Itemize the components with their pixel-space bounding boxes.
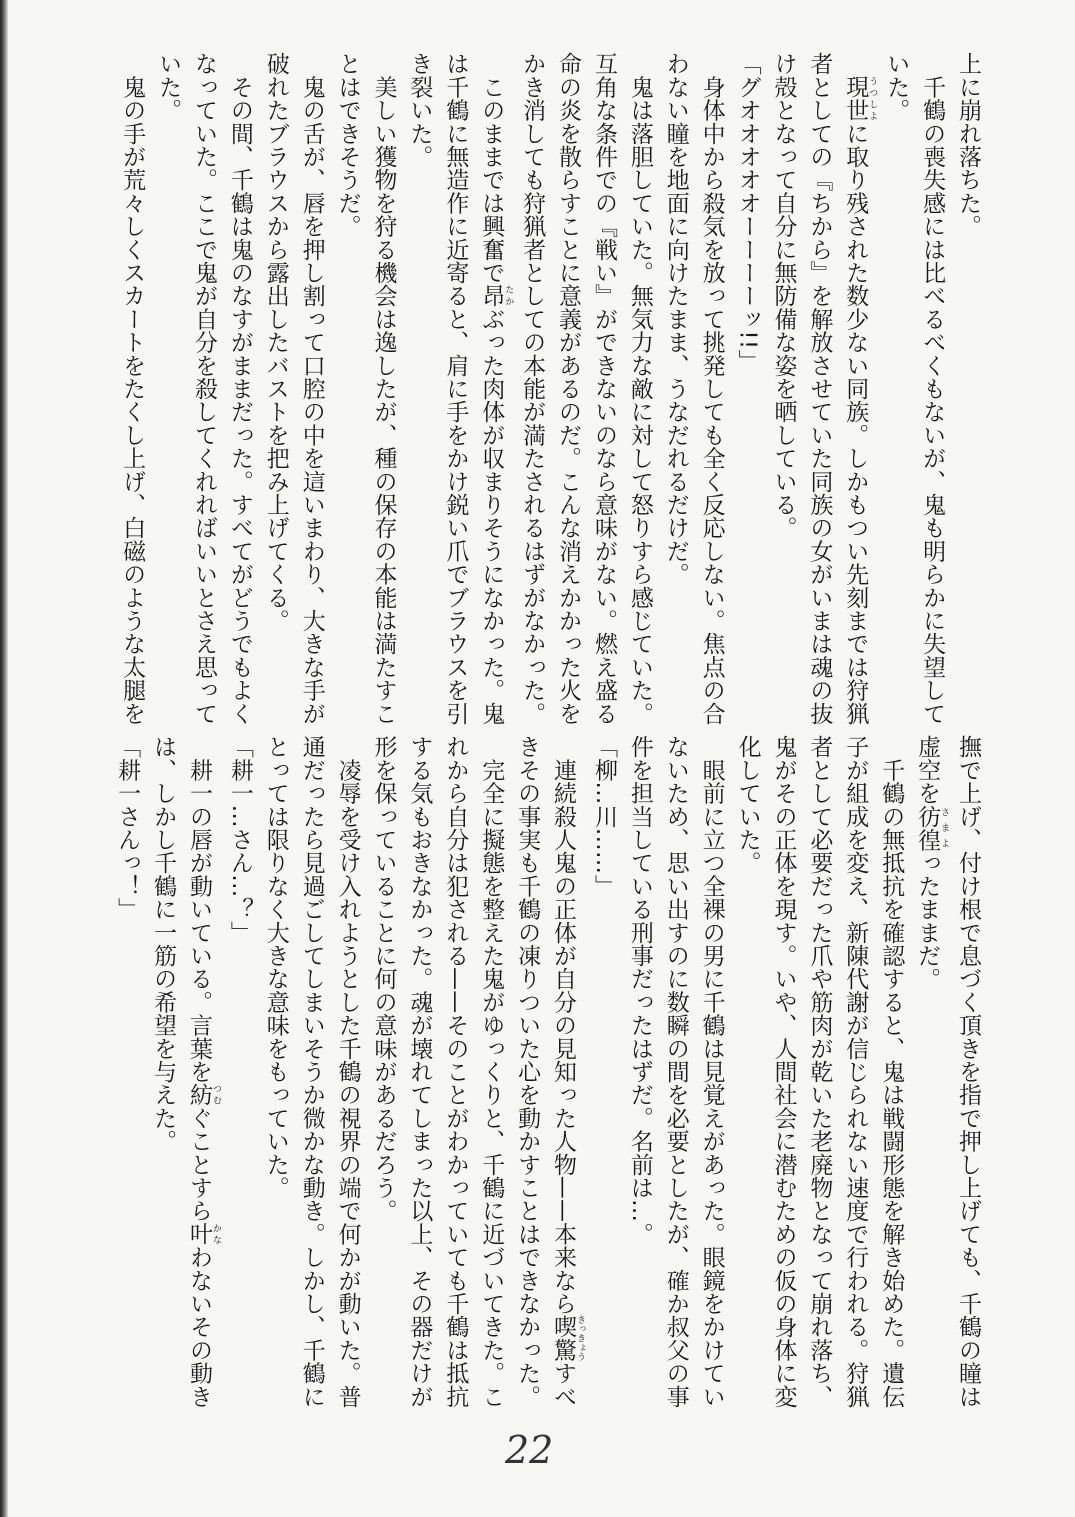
text-block-upper [113, 52, 985, 732]
text-line: 千鶴の喪失感には比べるべくもないが、鬼も明らかに失望して [919, 52, 946, 725]
ruby-annotated-word: 喫驚 きっきょう [550, 1315, 586, 1362]
text-line: 美しい獲物を狩る機会は逸したが、種の保存の本能は満たすこ [370, 52, 397, 725]
text-line: いた。 [883, 52, 910, 122]
text-line: 凌辱を受け入れようとした千鶴の視界の端で何かが動いた。普 [334, 735, 361, 1408]
text-line: その間、千鶴は鬼のなすがままだった。すべてがどうでもよく [226, 52, 253, 725]
text-line: れから自分は犯される——そのことがわかっていても千鶴は抵抗 [442, 735, 469, 1408]
text-line: 撫で上げ、付け根で息づく頂きを指で押し上げても、千鶴の瞳は [955, 735, 981, 1408]
text-line: け殻となって自分に無防備な姿を晒している。 [770, 52, 797, 540]
text-line: 「耕一…さん…？」 [226, 735, 253, 944]
text-line: 「耕一さんっ！」 [114, 735, 141, 921]
text-line: 虚空を彷徨 さまよったままだ。 [914, 735, 950, 991]
text-line: 鬼の手が荒々しくスカートをたくし上げ、白磁のような太腿を [119, 52, 146, 725]
text-block-lower [108, 735, 985, 1415]
text-line: 者として必要だった爪や筋肉が乾いた老廃物となって崩れ落ち、 [806, 735, 833, 1408]
text-line: 完全に擬態を整えた鬼がゆっくりと、千鶴に近づいてきた。こ [478, 735, 505, 1408]
text-line: する気もおきなかった。魂が壊れてしまった以上、その器だけが [406, 735, 433, 1408]
text-line: とっては限りなく大きな意味をもっていた。 [262, 735, 289, 1199]
text-line: 身体中から殺気を放って挑発しても全く反応しない。焦点の合 [698, 52, 725, 725]
text-line: 件を担当している刑事だったはずだ。名前は…。 [626, 735, 653, 1246]
text-line: 鬼は落胆していた。無気力な敵に対して怒りすら感じていた。 [626, 52, 653, 725]
text-line: 子が組成を変え、新陳代謝が信じられない速度で行われる。狩猟 [842, 735, 869, 1408]
text-line: とはできそうだ。 [334, 52, 361, 238]
text-line: 上に崩れ落ちた。 [955, 52, 981, 238]
furigana: かな [210, 1222, 221, 1246]
text-line: 「グオオオオオーーーーッ!!」 [734, 52, 761, 373]
text-line: 形を保っていることに何の意味があるだろう。 [370, 735, 397, 1223]
scan-binding-edge [0, 0, 8, 1517]
text-line: 眼前に立つ全裸の男に千鶴は見覚えがあった。眼鏡をかけてい [698, 735, 725, 1408]
furigana: うつしよ [867, 75, 878, 122]
text-line: き裂いた。 [406, 52, 433, 168]
furigana: たか [503, 284, 514, 308]
text-line: 互角な条件での『戦い』ができないのなら意味がない。燃え盛る [590, 52, 617, 725]
text-line: 連続殺人鬼の正体が自分の見知った人物——本来なら喫驚 きっきょうすべ [550, 735, 586, 1408]
ruby-annotated-word: 現世 うつしよ [842, 75, 878, 122]
text-line: 破れたブラウスから露出したバストを把み上げてくる。 [262, 52, 289, 632]
ruby-annotated-word: 叶 かな [185, 1222, 221, 1246]
text-line: 鬼の舌が、唇を押し割って口腔の中を這いまわり、大きな手が [298, 52, 325, 725]
text-line: 耕一の唇が動いている。言葉を紡 つむぐことすら叶 かなわないその動き [185, 735, 221, 1408]
ruby-annotated-word: 昂 たか [478, 284, 514, 308]
text-line: 者としての『ちから』を解放させていた同族の女がいまは魂の抜 [806, 52, 833, 725]
text-line: なっていた。ここで鬼が自分を殺してくれればいいとさえ思って [190, 52, 217, 725]
text-line: 現世 うつしよに取り残された数少ない同族。しかもつい先刻までは狩猟 [842, 75, 878, 725]
text-line: 「柳…川……」 [590, 735, 617, 898]
furigana: つむ [210, 1083, 221, 1107]
text-line: は千鶴に無造作に近寄ると、肩に手をかけ鋭い爪でブラウスを引 [442, 52, 469, 725]
text-line: 化していた。 [734, 735, 761, 875]
text-line: 鬼がその正体を現す。いや、人間社会に潜むための仮の身体に変 [770, 735, 797, 1408]
furigana: さまよ [939, 804, 950, 851]
text-line: は、しかし千鶴に一筋の希望を与えた。 [150, 735, 177, 1153]
text-line: かき消しても狩猟者としての本能が満たされるはずがなかった。 [519, 52, 546, 725]
text-line: 命の炎を散らすことに意義があるのだ。こんな消えかかった火を [555, 52, 582, 725]
text-line: いた。 [155, 52, 182, 122]
furigana: きっきょう [575, 1315, 586, 1362]
page-number: 22 [505, 1428, 554, 1472]
ruby-annotated-word: 紡 つむ [185, 1083, 221, 1107]
text-line: 千鶴の無抵抗を確認すると、鬼は戦闘形態を解き始めた。遺伝 [878, 735, 905, 1408]
text-line: 通だったら見過ごしてしまいそうか微かな動き。しかし、千鶴に [298, 735, 325, 1408]
ruby-annotated-word: 彷徨 さまよ [914, 804, 950, 852]
text-line: きその事実も千鶴の凍りついた心を動かすことはできなかった。 [514, 735, 541, 1408]
text-line: このままでは興奮で昂 たかぶった肉体が収まりそうになかった。鬼 [478, 52, 514, 725]
text-line: わない瞳を地面に向けたまま、うなだれるだけだ。 [662, 52, 689, 586]
text-line: ないため、思い出すのに数瞬の間を必要としたが、確か叔父の事 [662, 735, 689, 1408]
